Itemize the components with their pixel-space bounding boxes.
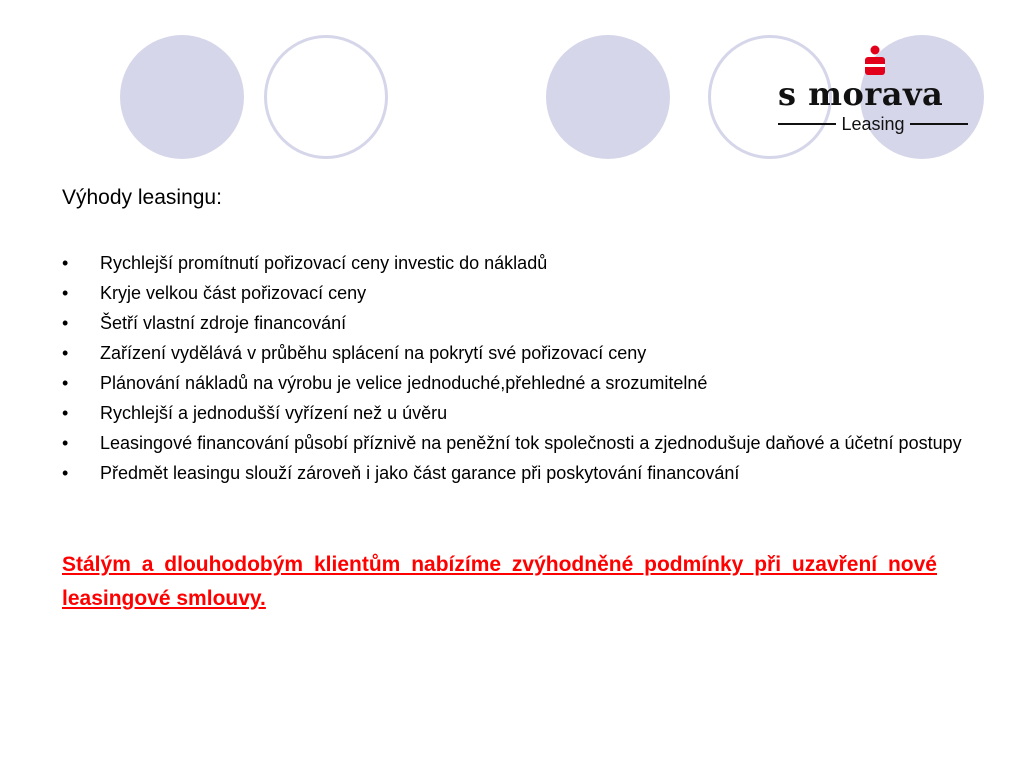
list-item — [62, 432, 962, 454]
bullet-icon: • — [62, 283, 69, 303]
list-item-text: Rychlejší promítnutí pořizovací ceny investic do nákladů — [100, 253, 548, 273]
logo-rule-left — [778, 123, 836, 125]
list-item — [62, 342, 962, 364]
list-item-text: Leasingové financování působí příznivě na peněžní tok společnosti a zjednodušuje daňové a účetní postupy — [100, 433, 962, 453]
list-item-text: Zařízení vydělává v průběhu splácení na pokrytí své pořizovací ceny — [100, 343, 647, 363]
list-item — [62, 282, 962, 304]
logo-subtitle-text: Leasing — [841, 114, 905, 134]
list-item-text: Šetří vlastní zdroje financování — [100, 313, 347, 333]
company-logo — [770, 40, 980, 140]
list-item-text: Kryje velkou část pořizovací ceny — [100, 283, 367, 303]
bullet-icon: • — [62, 403, 69, 423]
logo-mark-icon — [864, 45, 886, 77]
bullet-icon: • — [62, 343, 69, 363]
logo-subtitle — [778, 113, 968, 135]
bullet-icon: • — [62, 463, 69, 483]
bullet-icon: • — [62, 433, 69, 453]
decorative-circle-filled-2 — [546, 35, 670, 159]
list-item-text: Rychlejší a jednodušší vyřízení než u úvěru — [100, 403, 448, 423]
logo-rule-right — [910, 123, 968, 125]
list-item — [62, 372, 962, 394]
logo-brand-text: s morava — [778, 75, 944, 113]
list-item-text: Plánování nákladů na výrobu je velice jednoduché,přehledné a srozumitelné — [100, 373, 708, 393]
bullet-icon: • — [62, 373, 69, 393]
list-item — [62, 462, 962, 484]
decorative-circle-outline-1 — [264, 35, 388, 159]
list-item — [62, 252, 962, 274]
advantages-list — [62, 252, 962, 492]
decorative-circle-filled-1 — [120, 35, 244, 159]
list-item-text: Předmět leasingu slouží zároveň i jako část garance při poskytování financování — [100, 463, 740, 483]
special-offer-text: Stálým a dlouhodobým klientům nabízíme zvýhodněné podmínky při uzavření nové leasingové smlouvy. — [62, 553, 937, 610]
bullet-icon: • — [62, 313, 69, 333]
slide-heading: Výhody leasingu: — [62, 186, 222, 209]
list-item — [62, 312, 962, 334]
list-item — [62, 402, 962, 424]
bullet-icon: • — [62, 253, 69, 273]
